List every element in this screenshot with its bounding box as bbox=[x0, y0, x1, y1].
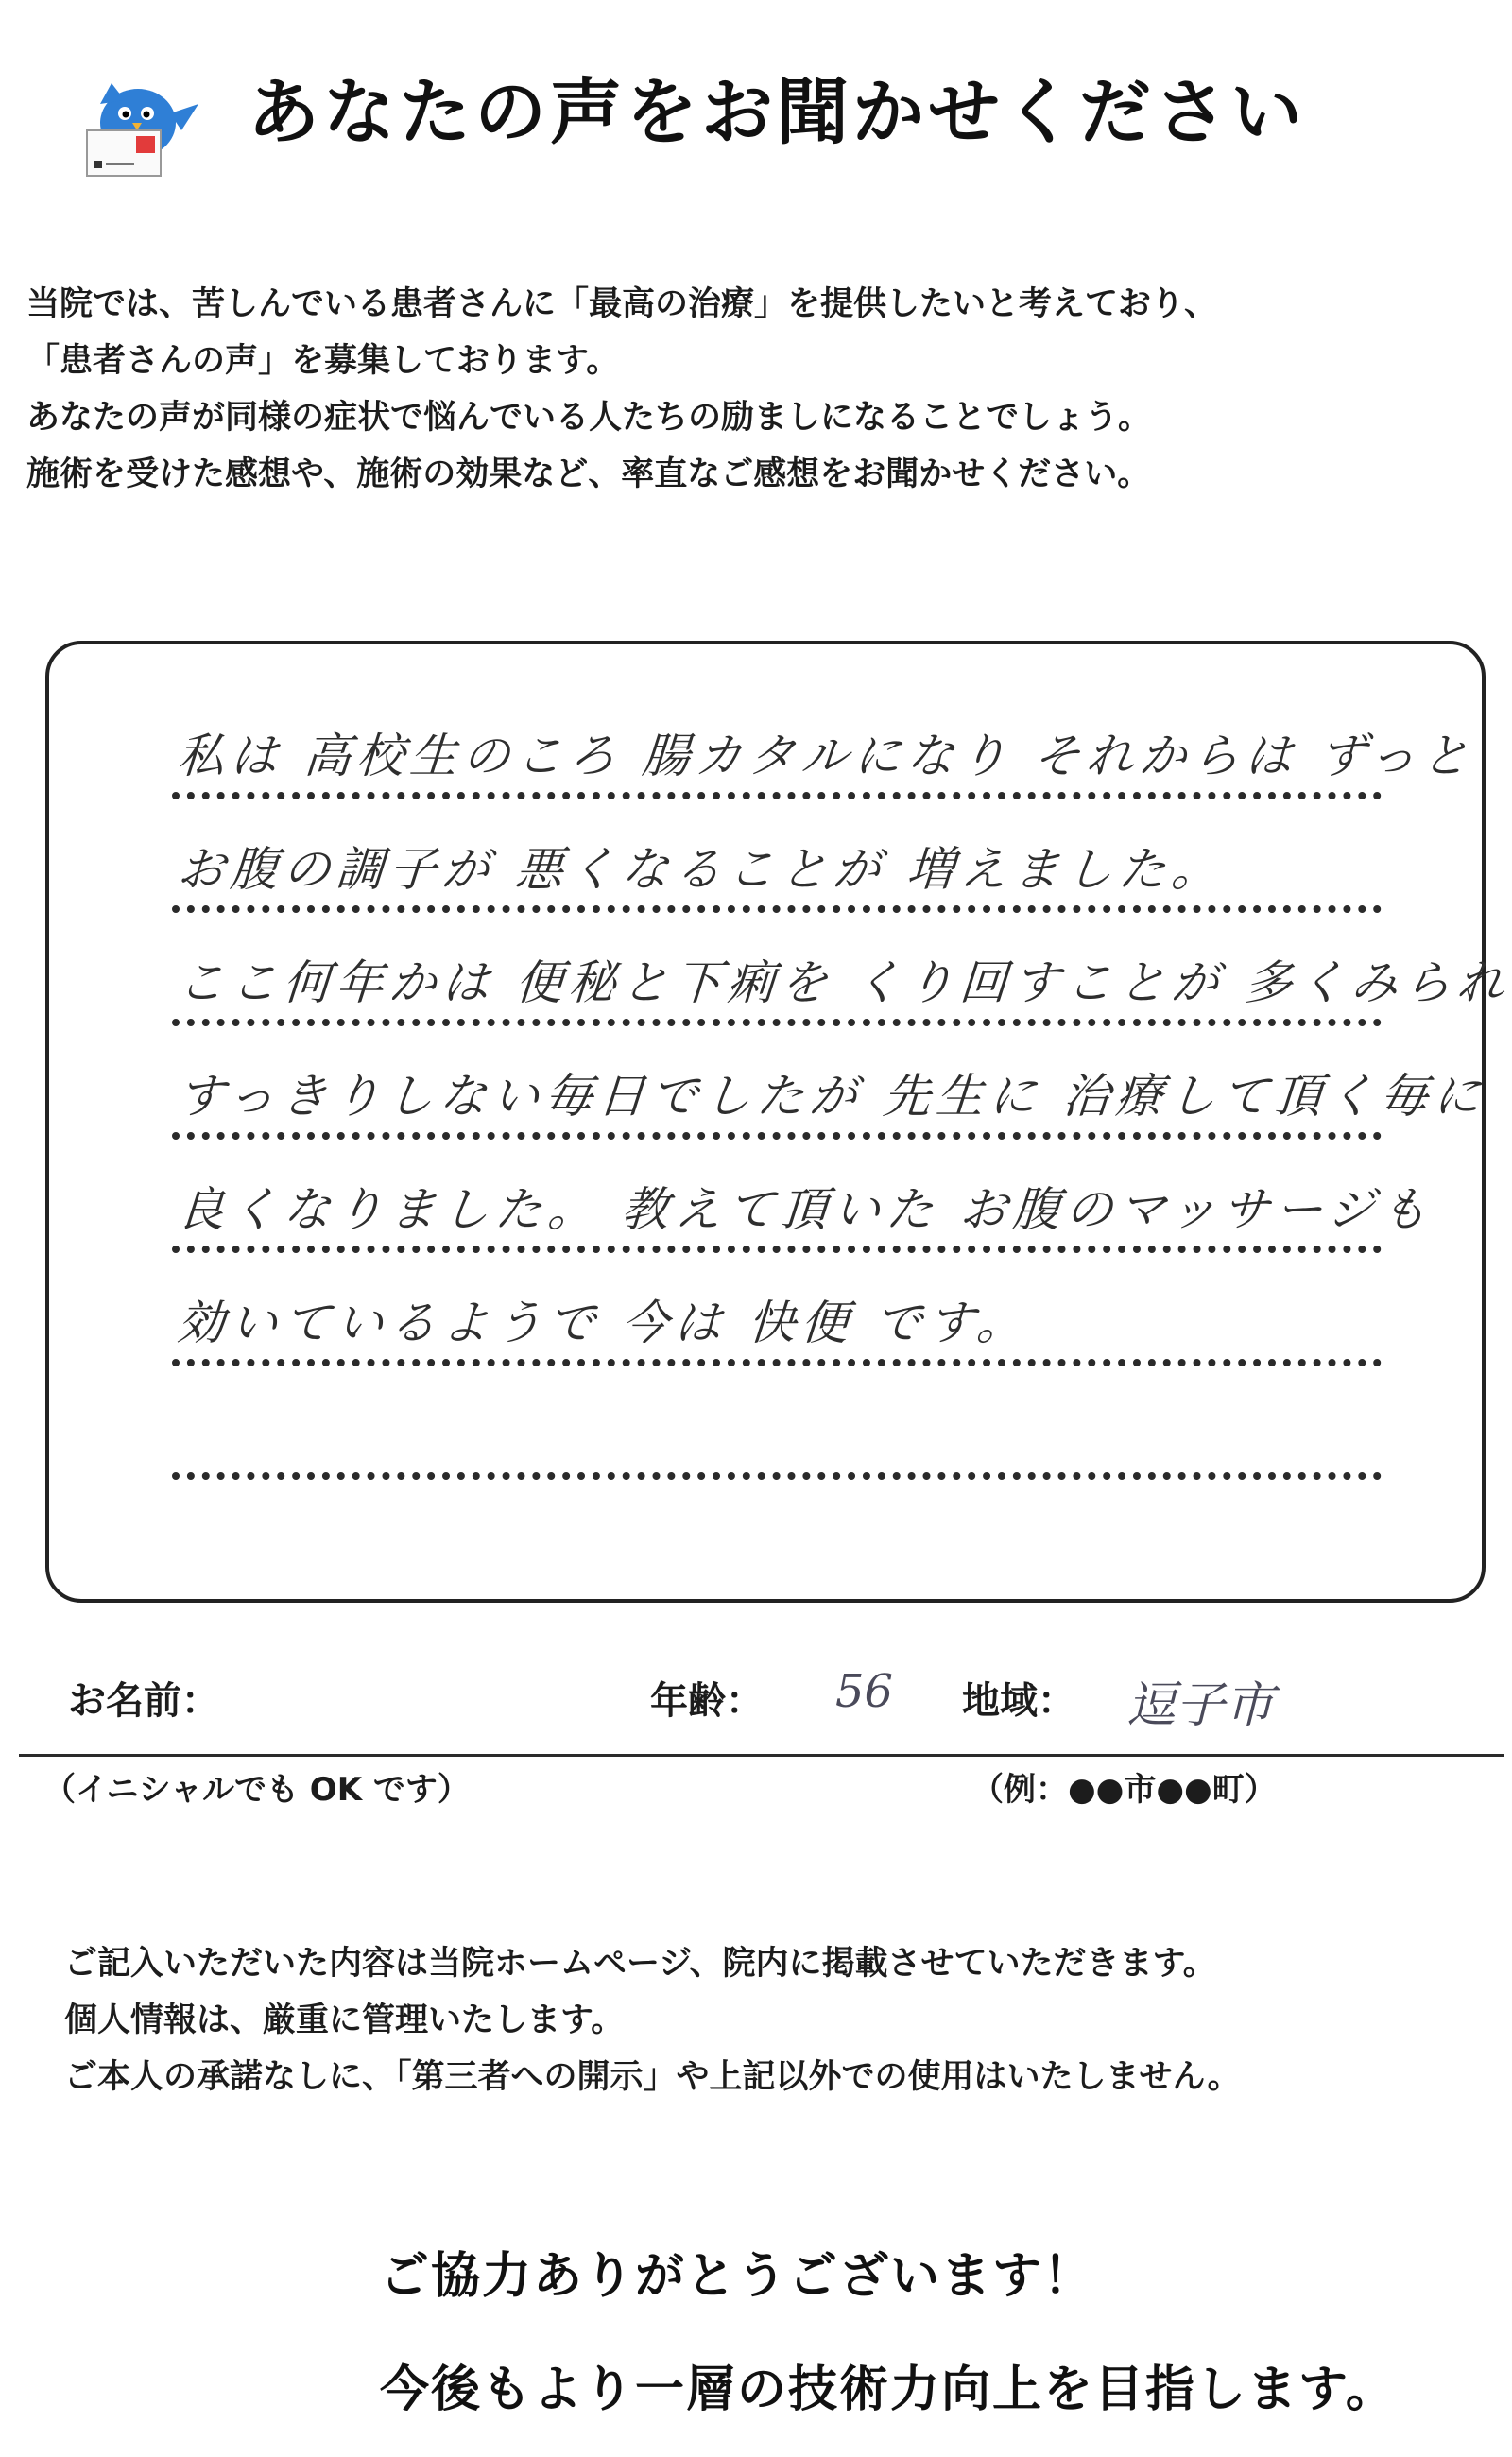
handwritten-text: すっきりしない毎日でしたが 先生に 治療して頂く毎に bbox=[175, 1069, 1488, 1124]
comment-line bbox=[172, 801, 1382, 913]
comment-line bbox=[172, 688, 1477, 799]
intro-line: 「患者さんの声」を募集しております。 bbox=[26, 342, 620, 380]
region-example-note: （例：●●市●●町） bbox=[971, 1771, 1277, 1809]
notice-line: ご記入いただいた内容は当院ホームページ、院内に掲載させていただきます。 bbox=[64, 1945, 1216, 1983]
region-label: 地域： bbox=[962, 1679, 1075, 1723]
page-title: あなたの声をお聞かせください bbox=[248, 70, 1306, 154]
closing-message: 今後もより一層の技術力向上を目指します。 bbox=[380, 2362, 1397, 2418]
privacy-notice bbox=[64, 1935, 1241, 2105]
bluebird-with-envelope-icon bbox=[83, 76, 201, 181]
comment-panel bbox=[45, 641, 1512, 1603]
handwritten-text: お腹の調子が 悪くなることが 増えました。 bbox=[175, 842, 1227, 897]
handwritten-text: ここ何年かは 便秘と下痢を くり回すことが 多くみられ bbox=[175, 955, 1512, 1010]
form-divider bbox=[19, 1754, 1504, 1757]
comment-line bbox=[172, 1255, 1382, 1366]
handwritten-text: 良くなりました。 教えて頂いた お腹のマッサージも bbox=[175, 1182, 1435, 1237]
age-field[interactable]: 56 bbox=[835, 1665, 894, 1718]
name-label: お名前： bbox=[68, 1679, 219, 1723]
intro-text bbox=[26, 276, 1217, 503]
name-note: （イニシャルでも OK です） bbox=[43, 1771, 470, 1809]
region-field[interactable]: 逗子市 bbox=[1126, 1677, 1275, 1734]
notice-line: ご本人の承諾なしに、「第三者への開示」や上記以外での使用はいたしません。 bbox=[64, 2058, 1241, 2096]
comment-line bbox=[172, 1142, 1435, 1253]
comment-line bbox=[172, 1368, 1382, 1480]
age-label: 年齢： bbox=[650, 1679, 764, 1723]
intro-line: 当院では、苦しんでいる患者さんに「最高の治療」を提供したいと考えており、 bbox=[26, 285, 1218, 323]
handwritten-text: 効いているようで 今は 快便 です。 bbox=[175, 1296, 1032, 1350]
handwritten-text: 私は 高校生のころ 腸カタルになり それからは ずっと bbox=[175, 729, 1477, 783]
notice-line: 個人情報は、厳重に管理いたします。 bbox=[64, 2002, 625, 2039]
comment-line bbox=[172, 915, 1512, 1026]
comment-line bbox=[172, 1028, 1488, 1140]
intro-line: 施術を受けた感想や、施術の効果など、率直なご感想をお聞かせください。 bbox=[26, 455, 1151, 493]
intro-line: あなたの声が同様の症状で悩んでいる人たちの励ましになることでしょう。 bbox=[26, 399, 1152, 437]
thanks-message: ご協力ありがとうございます！ bbox=[380, 2248, 1095, 2305]
